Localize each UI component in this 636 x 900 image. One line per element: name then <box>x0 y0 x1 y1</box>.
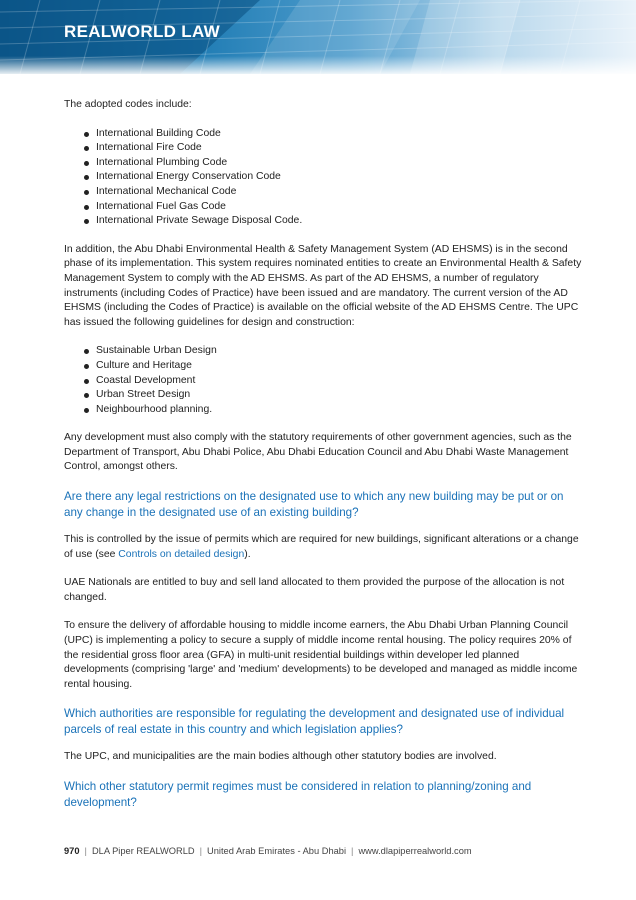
authorities-paragraph: The UPC, and municipalities are the main bodies although other statutory bodies are involved. <box>64 751 497 763</box>
permits-paragraph <box>64 533 582 562</box>
nationals-paragraph: UAE Nationals are entitled to buy and sell land allocated to them provided the purpose of the allocation is not changed. <box>64 577 565 603</box>
permits-text: This is controlled by the issue of permits which are required for new buildings, significant alterations or a change of use (see <box>64 534 579 560</box>
page-footer <box>64 846 472 856</box>
footer-website-link[interactable]: www.dlapiperrealworld.com <box>358 846 472 856</box>
list-item: Urban Street Design <box>96 388 582 403</box>
question-heading-use-restrictions: Are there any legal restrictions on the designated use to which any new building may be put or on any change in the designated use of an existing building? <box>64 490 564 519</box>
list-item: International Mechanical Code <box>96 185 582 200</box>
list-item: Coastal Development <box>96 374 582 389</box>
question-heading-permit-regimes: Which other statutory permit regimes must be considered in relation to planning/zoning and development? <box>64 780 532 809</box>
list-item: International Building Code <box>96 127 582 142</box>
footer-separator: | <box>199 846 203 856</box>
question-heading-authorities: Which authorities are responsible for regulating the development and designated use of individual parcels of real estate in this country and which legislation applies? <box>64 707 565 736</box>
ehsms-paragraph: In addition, the Abu Dhabi Environmental Health & Safety Management System (AD EHSMS) is in the second phase of its implementation. This system requires nominated entities to create an Environmental Health & Safety Management System to comply with the AD EHSMS. As part of the AD EHSMS, a number of regulatory instruments (including Codes of Practice) have been issued and are mandatory. The current version of the AD EHSMS (including the Codes of Practice) is available on the official website of the AD EHSMS Centre. The UPC has issued the following guidelines for design and construction: <box>64 243 582 328</box>
list-item: Culture and Heritage <box>96 359 582 374</box>
permits-text-end: ). <box>244 548 251 560</box>
footer-separator: | <box>351 846 354 856</box>
list-item: International Fuel Gas Code <box>96 200 582 215</box>
list-item: Sustainable Urban Design <box>96 344 582 359</box>
controls-on-detailed-design-link[interactable]: Controls on detailed design <box>118 548 245 560</box>
list-item: International Plumbing Code <box>96 156 582 171</box>
intro-text: The adopted codes include: <box>64 99 192 110</box>
brand-title: REALWORLD LAW <box>64 22 220 41</box>
footer-location: United Arab Emirates - Abu Dhabi <box>207 846 347 856</box>
list-item: International Fire Code <box>96 141 582 156</box>
list-item: Neighbourhood planning. <box>96 403 582 418</box>
footer-separator: | <box>84 846 87 856</box>
compliance-paragraph: Any development must also comply with the statutory requirements of other government agencies, such as the Department of Transport, Abu Dhabi Police, Abu Dhabi Education Council and Abu Dhabi Waste Management Control, amongst others. <box>64 432 572 473</box>
footer-publisher: DLA Piper REALWORLD <box>91 846 195 856</box>
page-header-banner <box>0 0 636 74</box>
list-item: International Energy Conservation Code <box>96 170 582 185</box>
guidelines-list <box>64 344 582 417</box>
main-content <box>64 98 582 823</box>
list-item: International Private Sewage Disposal Code. <box>96 214 582 229</box>
codes-list <box>64 127 582 229</box>
page-number: 970 <box>64 846 80 856</box>
housing-paragraph: To ensure the delivery of affordable housing to middle income earners, the Abu Dhabi Urban Planning Council (UPC) is implementing a policy to secure a supply of middle income rental housing. The policy requires 20% of the residential gross floor area (GFA) in multi-unit residential buildings within developer led planned developments (comprising 'large' and 'medium' developments) to be developed and managed as middle income rental housing. <box>64 620 578 690</box>
